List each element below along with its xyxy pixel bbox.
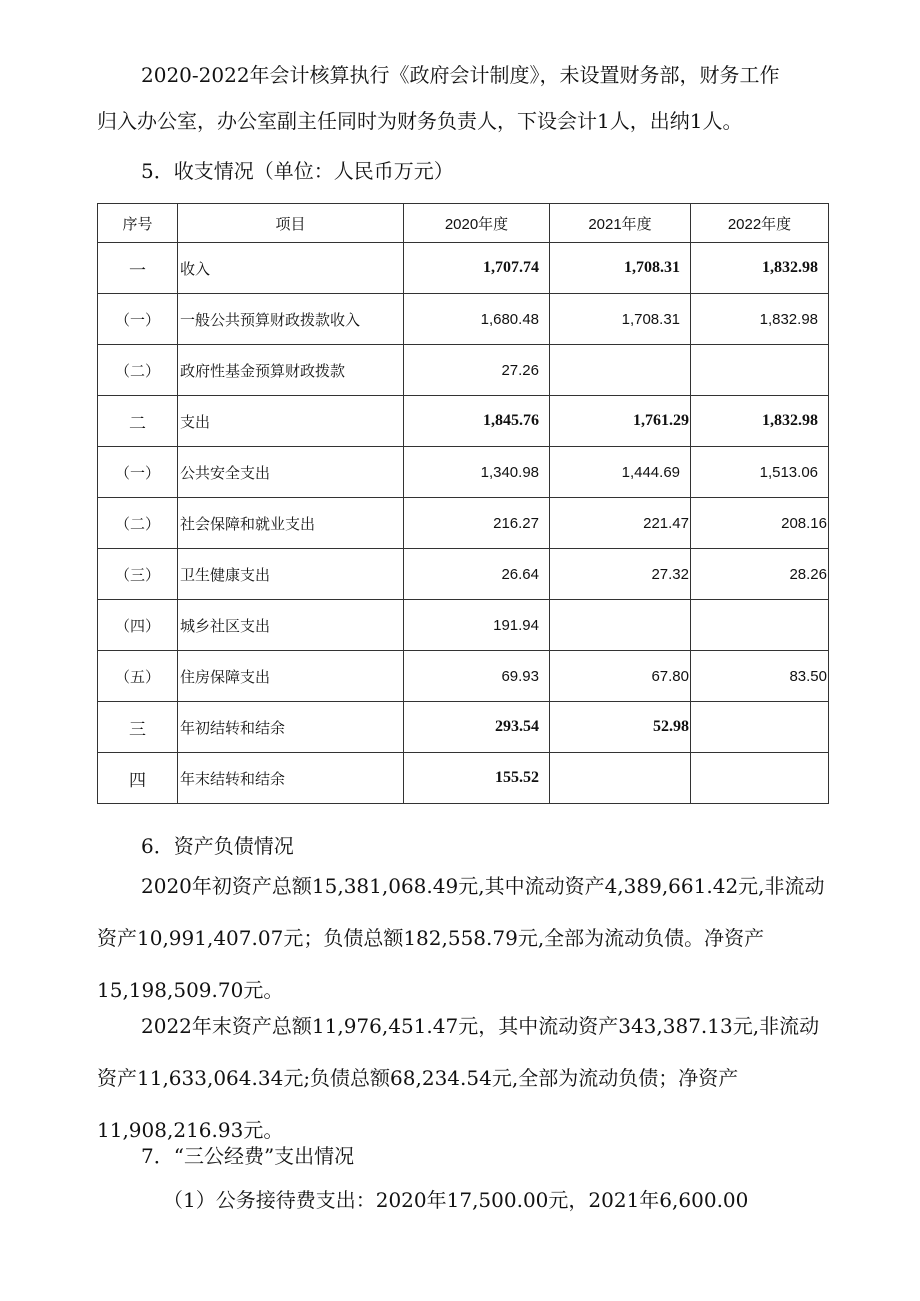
row-no: 四 [98,753,178,804]
row-2020: 27.26 [404,345,550,396]
row-no: （一） [98,447,178,498]
row-2022: 1,513.06 [691,447,829,498]
row-item: 住房保障支出 [178,651,404,702]
row-2020: 1,340.98 [404,447,550,498]
row-2021: 27.32 [550,549,691,600]
row-2022: 1,832.98 [691,294,829,345]
row-item: 年末结转和结余 [178,753,404,804]
row-item: 公共安全支出 [178,447,404,498]
header-2020: 2020年度 [404,204,550,243]
row-2020: 293.54 [404,702,550,753]
header-no: 序号 [98,204,178,243]
table-row [98,345,829,396]
row-2021 [550,753,691,804]
row-no: （三） [98,549,178,600]
row-item: 社会保障和就业支出 [178,498,404,549]
header-2022: 2022年度 [691,204,829,243]
row-2020: 69.93 [404,651,550,702]
row-no: （二） [98,498,178,549]
header-item: 项目 [178,204,404,243]
section-5-title: 5．收支情况（单位：人民币万元） [141,159,454,183]
table-row [98,600,829,651]
row-2020: 26.64 [404,549,550,600]
row-item: 一般公共预算财政拨款收入 [178,294,404,345]
row-2022: 83.50 [691,651,829,702]
row-item: 卫生健康支出 [178,549,404,600]
table-header-row [98,204,829,243]
row-item: 政府性基金预算财政拨款 [178,345,404,396]
row-2021: 1,708.31 [550,294,691,345]
table-row [98,753,829,804]
row-2022 [691,702,829,753]
row-2021: 1,708.31 [550,243,691,294]
table-row [98,396,829,447]
section-6-title: 6．资产负债情况 [141,834,294,858]
row-no: （二） [98,345,178,396]
header-2021: 2021年度 [550,204,691,243]
row-no: 二 [98,396,178,447]
row-2022: 208.16 [691,498,829,549]
row-item: 城乡社区支出 [178,600,404,651]
row-2022: 1,832.98 [691,243,829,294]
table-row [98,549,829,600]
item-7-1: （1）公务接待费支出：2020年17,500.00元，2021年6,600.00 [163,1188,749,1212]
row-2020: 1,845.76 [404,396,550,447]
row-2020: 191.94 [404,600,550,651]
row-2021: 221.47 [550,498,691,549]
row-item: 支出 [178,396,404,447]
row-2021: 1,444.69 [550,447,691,498]
intro-line-1: 2020-2022年会计核算执行《政府会计制度》，未设置财务部，财务工作 [141,63,780,87]
table-row [98,447,829,498]
row-2022 [691,345,829,396]
row-2022 [691,753,829,804]
row-no: （四） [98,600,178,651]
income-expense-table [97,203,829,804]
row-2021: 1,761.29 [550,396,691,447]
row-2022 [691,600,829,651]
row-no: 三 [98,702,178,753]
row-2020: 216.27 [404,498,550,549]
table-row [98,498,829,549]
row-2022: 28.26 [691,549,829,600]
row-item: 收入 [178,243,404,294]
row-no: （五） [98,651,178,702]
table-row [98,294,829,345]
table-row [98,702,829,753]
row-no: 一 [98,243,178,294]
paragraph-assets-2020: 2020年初资产总额15,381,068.49元,其中流动资产4,389,661.42元,非流动资产10,991,407.07元；负债总额182,558.79元,全部为流动负债。净资产15,198,509.70元。 [97,874,825,1002]
row-2021: 52.98 [550,702,691,753]
row-2022: 1,832.98 [691,396,829,447]
intro-line-2: 归入办公室，办公室副主任同时为财务负责人，下设会计1人，出纳1人。 [97,109,743,133]
section-7-title: 7．“三公经费”支出情况 [141,1144,355,1168]
row-2021 [550,600,691,651]
row-no: （一） [98,294,178,345]
row-2021 [550,345,691,396]
row-item: 年初结转和结余 [178,702,404,753]
table-row [98,651,829,702]
row-2020: 1,707.74 [404,243,550,294]
row-2021: 67.80 [550,651,691,702]
row-2020: 155.52 [404,753,550,804]
table-row [98,243,829,294]
paragraph-assets-2022: 2022年末资产总额11,976,451.47元，其中流动资产343,387.13元,非流动资产11,633,064.34元;负债总额68,234.54元,全部为流动负债；净资产11,908,216.93元。 [97,1014,820,1142]
row-2020: 1,680.48 [404,294,550,345]
